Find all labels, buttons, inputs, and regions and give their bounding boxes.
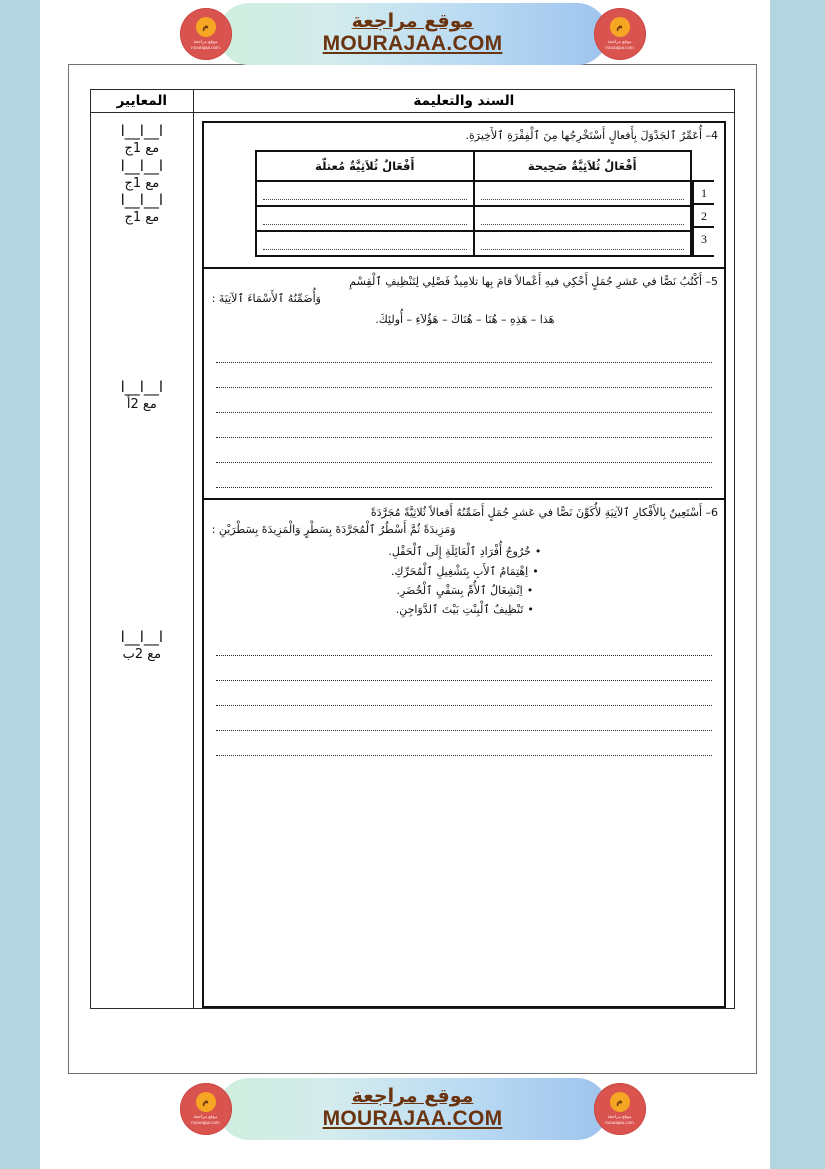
logo-caption: موقع مراجعة mourajaa.com bbox=[605, 39, 634, 50]
question-6-prompt-line-2: وَمَزِيدَةً ثُمَّ أَسْطُرُ ٱلْمُجَرَّدَةَ بِسَطْرٍ وَالْمَزِيدَةَ بِسَطْرَيْنِ : bbox=[211, 523, 456, 537]
logo-caption: موقع مراجعة mourajaa.com bbox=[191, 1114, 220, 1125]
logo-caption: موقع مراجعة mourajaa.com bbox=[191, 39, 220, 50]
question-5-answer-area[interactable] bbox=[204, 332, 724, 498]
answer-line[interactable] bbox=[216, 706, 712, 731]
content-column bbox=[193, 90, 734, 1008]
bullet-icon: • bbox=[526, 583, 534, 597]
criteria-item-4 bbox=[91, 377, 193, 415]
question-5-pronoun-list: هَذا – هَذِهِ – هُنَا – هُنَاكَ – هَؤُلاَءِ – أُولئِكَ. bbox=[375, 313, 555, 327]
list-item-label: خُرُوجُ أُفْرَادِ ٱلْعَائِلَةِ إِلَى ٱلْحَقْلِ. bbox=[388, 545, 531, 559]
criteria-label: مع 1ج bbox=[124, 141, 160, 156]
criteria-column bbox=[91, 90, 193, 1008]
table-header-row bbox=[256, 151, 691, 181]
row-number: 3 bbox=[701, 232, 707, 247]
criteria-body bbox=[91, 113, 193, 1008]
logo-mark-icon: م bbox=[196, 1092, 216, 1112]
answer-line[interactable] bbox=[216, 438, 712, 463]
top-banner bbox=[0, 0, 825, 68]
criteria-scale[interactable]: ا__ا__ا bbox=[120, 377, 164, 396]
site-logo-icon bbox=[594, 8, 646, 60]
bullet-icon: • bbox=[534, 545, 542, 559]
answer-line[interactable] bbox=[216, 681, 712, 706]
question-4-row-numbers bbox=[692, 180, 714, 257]
answer-cell[interactable] bbox=[256, 181, 474, 206]
table-row bbox=[256, 231, 691, 256]
criteria-item-5 bbox=[91, 630, 193, 665]
list-item-label: اِهْتِمَامُ ٱلأَبِ بِتَشْغِيلِ ٱلْمُحَرِّكِ. bbox=[390, 564, 529, 578]
bottom-banner bbox=[0, 1075, 825, 1143]
question-6-answer-area[interactable] bbox=[204, 625, 724, 766]
answer-cell[interactable] bbox=[474, 231, 692, 256]
criteria-label: مع 2أ bbox=[126, 396, 157, 412]
table-row bbox=[256, 206, 691, 231]
criteria-label: مع 2ب bbox=[122, 647, 162, 662]
answer-line[interactable] bbox=[216, 363, 712, 388]
answer-line[interactable] bbox=[216, 413, 712, 438]
banner-pill bbox=[191, 1078, 634, 1140]
logo-caption: موقع مراجعة mourajaa.com bbox=[605, 1114, 634, 1125]
list-item bbox=[212, 600, 718, 619]
bullet-icon: • bbox=[532, 564, 539, 578]
question-4 bbox=[204, 123, 724, 267]
logo-mark-icon: م bbox=[196, 17, 216, 37]
site-logo-icon bbox=[180, 1083, 232, 1135]
table-row bbox=[256, 181, 691, 206]
content-column-header: السند والتعليمة bbox=[194, 90, 734, 113]
worksheet-table bbox=[90, 89, 735, 1009]
banner-site-url: MOURAJAA.COM bbox=[322, 32, 503, 56]
site-logo-icon bbox=[594, 1083, 646, 1135]
dotted-fill-line bbox=[481, 223, 685, 225]
criteria-item-3 bbox=[91, 193, 193, 228]
answer-line[interactable] bbox=[216, 388, 712, 413]
column-header-sahiha: أَفْعَالٌ ثُلاَثِيَّةٌ صَحِيحة bbox=[474, 151, 692, 181]
question-4-table bbox=[255, 150, 692, 257]
site-logo-icon bbox=[180, 8, 232, 60]
criteria-item-2 bbox=[91, 156, 193, 194]
list-item bbox=[212, 542, 718, 561]
list-item bbox=[212, 581, 718, 600]
answer-line[interactable] bbox=[216, 338, 712, 363]
answer-line[interactable] bbox=[216, 656, 712, 681]
exercise-body bbox=[202, 121, 726, 1008]
question-5-prompt-line-2: وَأُضَمِّنُهُ ٱلأَسْمَاءَ ٱلآتِيَةَ : bbox=[211, 292, 321, 306]
question-6 bbox=[204, 498, 724, 766]
logo-mark-icon: م bbox=[610, 1092, 630, 1112]
question-6-prompt-line-1: 6– أَسْتَعِينُ بِالأَفْكارِ ٱلآتِيَةِ لأُكَوِّنَ نَصًّا في عَشرِ جُمَلٍ أَضَمِّنُهُ أَفعالاً ثُلاثِيَّةً مُجَرَّدَةً bbox=[370, 506, 718, 520]
bullet-icon: • bbox=[527, 603, 534, 617]
criteria-column-header: المعايير bbox=[91, 90, 193, 113]
criteria-scale[interactable]: ا__ا__ا bbox=[120, 191, 164, 209]
row-number: 1 bbox=[694, 182, 714, 205]
criteria-scale[interactable]: ا__ا__ا bbox=[120, 628, 164, 646]
dotted-fill-line bbox=[481, 248, 685, 250]
dotted-fill-line bbox=[263, 198, 467, 200]
banner-site-name: موقع مراجعة bbox=[351, 1085, 474, 1108]
answer-cell[interactable] bbox=[474, 181, 692, 206]
banner-site-name: موقع مراجعة bbox=[351, 10, 474, 33]
dotted-fill-line bbox=[263, 223, 467, 225]
logo-mark-icon: م bbox=[610, 17, 630, 37]
banner-pill bbox=[191, 3, 634, 65]
question-4-prompt: 4– أُعَمِّرُ ٱلجَدْوَلَ بِأَفعالٍ أَسْتَخْرِجُها مِنَ ٱلْفِقْرَةِ ٱلأَخِيرَةِ. bbox=[465, 129, 718, 142]
column-header-mutalla: أَفْعَالٌ ثُلاَثِيَّةٌ مُعتلّة bbox=[256, 151, 474, 181]
list-item-label: تَنْظِيفُ ٱلْبِنْتِ بَيْتَ ٱلدَّوَاجِنِ. bbox=[395, 603, 524, 617]
criteria-scale[interactable]: ا__ا__ا bbox=[120, 156, 164, 175]
answer-line[interactable] bbox=[216, 463, 712, 488]
answer-line[interactable] bbox=[216, 731, 712, 756]
criteria-item-1 bbox=[91, 124, 193, 159]
list-item-label: اِنْشِغَالُ ٱلأُمِّ بِسَقْيِ ٱلْخُضَرِ. bbox=[396, 583, 523, 597]
question-4-table-wrap bbox=[204, 144, 724, 267]
criteria-label: مع 1ج bbox=[124, 210, 160, 225]
answer-cell[interactable] bbox=[256, 231, 474, 256]
row-number: 2 bbox=[694, 205, 714, 228]
banner-site-url: MOURAJAA.COM bbox=[322, 1107, 503, 1131]
question-5 bbox=[204, 267, 724, 498]
answer-cell[interactable] bbox=[474, 206, 692, 231]
answer-line[interactable] bbox=[216, 631, 712, 656]
answer-cell[interactable] bbox=[256, 206, 474, 231]
list-item bbox=[212, 562, 718, 581]
dotted-fill-line bbox=[481, 198, 685, 200]
criteria-label: مع 1ج bbox=[124, 175, 160, 191]
criteria-scale[interactable]: ا__ا__ا bbox=[120, 122, 164, 140]
question-5-prompt-line-1: 5– أَكْتُبُ نَصًّا في عَشرِ جُمَلٍ أَحْكِي فيهِ أَعْمالاً قامَ بِها تلامِيذُ فَصْلِي لِتَنْظِيفِ ٱلْقِسْمِ bbox=[349, 275, 718, 289]
dotted-fill-line bbox=[263, 248, 467, 250]
question-6-idea-list bbox=[204, 540, 724, 625]
